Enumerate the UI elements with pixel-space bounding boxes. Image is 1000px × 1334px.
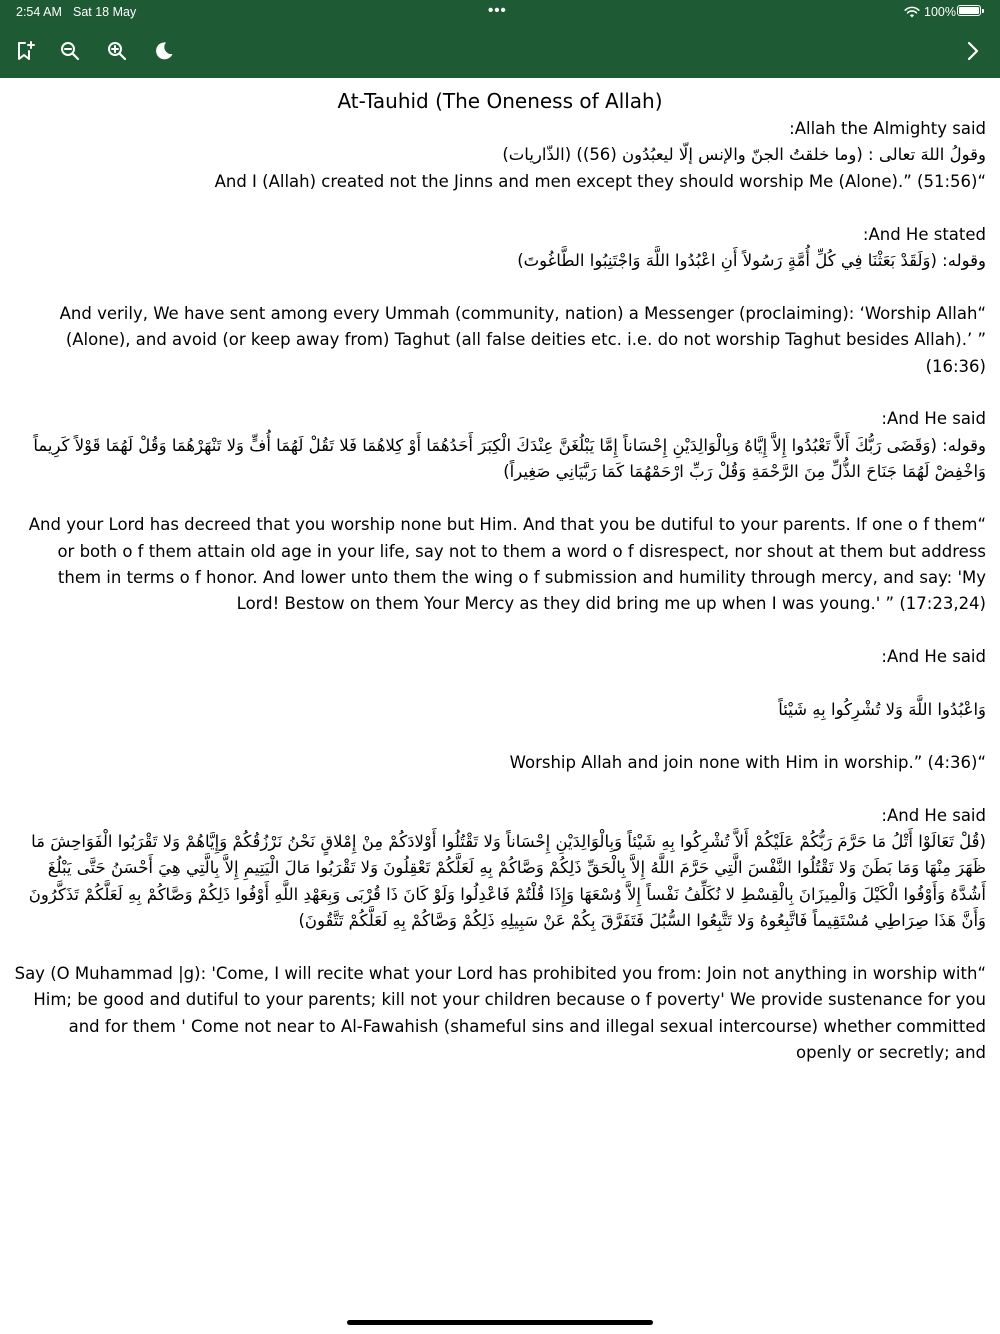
zoom-out-icon <box>59 40 81 62</box>
reader-content[interactable] <box>0 78 1000 1270</box>
zoom-in-icon <box>106 40 128 62</box>
multitasking-dots[interactable]: ••• <box>488 2 507 19</box>
home-indicator[interactable] <box>347 1320 653 1325</box>
night-mode-button[interactable] <box>149 36 179 66</box>
status-time: 2:54 AM <box>16 5 62 19</box>
wifi-icon <box>904 6 920 18</box>
zoom-out-button[interactable] <box>55 36 85 66</box>
bookmark-button[interactable] <box>10 36 40 66</box>
status-bar <box>0 0 1000 24</box>
zoom-in-button[interactable] <box>102 36 132 66</box>
moon-icon <box>153 40 175 62</box>
chapter-body: Allah the Almighty said: وقولُ اللهَ تعالى : (وما خلقتُ الجنّ والإنس إلّا ليعبُدُون (56)) (الذّاريات) “And I (Allah) created not the Jinns and men except they should worship Me (Alone).” (51:56) And He stated: وقوله: (وَلَقَدْ بَعَثْنَا فِي كُلِّ أُمَّةٍ رَسُولاً أَنِ اعْبُدُوا اللَّهَ وَاجْتَنِبُوا الطَّاغُوتَ) “And verily, We have sent among every Ummah (community, nation) a Messenger (proclaiming): ‘Worship Allah (Alone), and avoid (or keep away from) Taghut (all false deities etc. i.e. do not worship Taghut besides Allah).’ ” (16:36) And He said: وقوله: (وَقَضَى رَبُّكَ أَلاَّ تَعْبُدُوا إِلاَّ إِيَّاهُ وَبِالْوَالِدَيْنِ إِحْسَاناً إِمَّا يَبْلُغَنَّ عِنْدَكَ الْكِبَرَ أَحَدُهُمَا أَوْ كِلاهُمَا فَلا تَقُلْ لَهُمَا أُفٍّ وَلا تَنْهَرْهُمَا وَقُلْ لَهُمَا قَوْلاً كَرِيماً وَاخْفِضْ لَهُمَا جَنَاحَ الذُّلِّ مِنَ الرَّحْمَةِ وَقُلْ رَبِّ ارْحَمْهُمَا كَمَا رَبَّيَانِي صَغِيراً) “And your Lord has decreed that you worship none but Him. And that you be dutiful to your parents. If one o f them or both o f them attain old age in your life, say not to them a word o f disrespect, nor shout at them but address them in terms o f honor. And lower unto them the wing o f submission and humility through mercy, and say: 'My Lord! Bestow on them Your Mercy as they did bring me up when I was young.' ” (17:23,24) And He said: وَاعْبُدُوا اللَّهَ وَلا تُشْرِكُوا بِهِ شَيْئاً “Worship Allah and join none with Him in worship.” (4:36) And He said: (قُلْ تَعَالَوْا أَتْلُ مَا حَرَّمَ رَبُّكُمْ عَلَيْكُمْ أَلاَّ تُشْرِكُوا بِهِ شَيْئاً وَبِالْوَالِدَيْنِ إِحْسَاناً وَلا تَقْتُلُوا أَوْلادَكُمْ مِنْ إِمْلاقٍ نَحْنُ نَرْزُقُكُمْ وَإِيَّاهُمْ وَلا تَقْرَبُوا الْفَوَاحِشَ مَا ظَهَرَ مِنْهَا وَمَا بَطَنَ وَلا تَقْتُلُوا النَّفْسَ الَّتِي حَرَّمَ اللَّهُ إِلاَّ بِالْحَقِّ ذَلِكُمْ وَصَّاكُمْ بِهِ لَعَلَّكُمْ تَعْقِلُونَ وَلا تَقْرَبُوا مَالَ الْيَتِيمِ إِلاَّ بِالَّتِي هِيَ أَحْسَنُ حَتَّى يَبْلُغَ أَشُدَّهُ وَأَوْفُوا الْكَيْلَ وَالْمِيزَانَ بِالْقِسْطِ لا نُكَلِّفُ نَفْساً إِلاَّ وُسْعَهَا وَإِذَا قُلْتُمْ فَاعْدِلُوا وَلَوْ كَانَ ذَا قُرْبَى وَبِعَهْدِ اللَّهِ أَوْفُوا ذَلِكُمْ وَصَّاكُمْ بِهِ لَعَلَّكُمْ تَذَكَّرُونَ وَأَنَّ هَذَا صِرَاطِي مُسْتَقِيماً فَاتَّبِعُوهُ وَلا تَتَّبِعُوا السُّبُلَ فَتَفَرَّقَ بِكُمْ عَنْ سَبِيلِهِ ذَلِكُمْ وَصَّاكُمْ بِهِ لَعَلَّكُمْ تَتَّقُونَ) “Say (O Muhammad |g): 'Come, I will recite what your Lord has prohibited you from: Join not anything in worship with Him; be good and dutiful to your parents; kill not your children because o f poverty' We provide sustenance for you and for them ' Come not near to Al-Fawahish (shameful sins and illegal sexual intercourse) whether committed openly or secretly; and <box>14 119 986 1063</box>
bookmark-add-icon <box>14 40 36 62</box>
chapter-title: At-Tauhid (The Oneness of Allah) <box>337 89 663 113</box>
app-header <box>0 0 1000 78</box>
battery-percentage: 100% <box>924 5 956 19</box>
next-chapter-button[interactable] <box>957 36 987 66</box>
battery-icon <box>957 5 981 16</box>
status-date: Sat 18 May <box>73 5 137 19</box>
chevron-right-icon <box>961 40 983 62</box>
